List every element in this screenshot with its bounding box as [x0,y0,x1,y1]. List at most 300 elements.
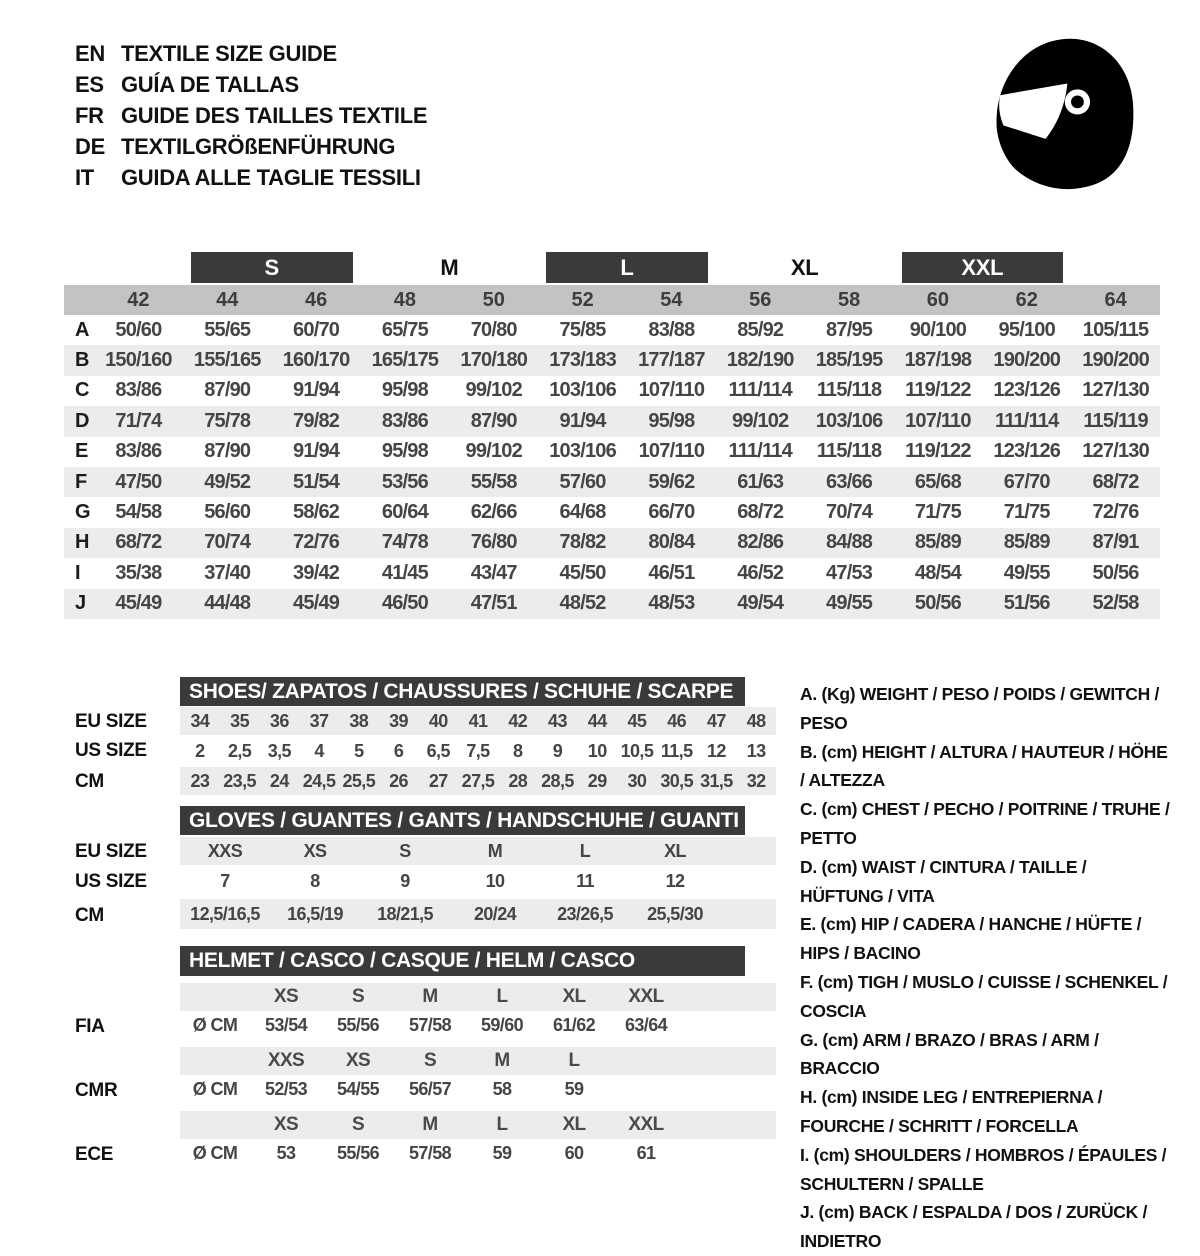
measurement-value: 190/200 [1082,349,1149,372]
shoes-eu-size-row [180,707,776,735]
shoes-cm-value: 32 [746,770,766,791]
size-column-header: 42 [127,288,150,311]
shoes-us-size-row [180,737,776,765]
helmet-ece-label: ECE [75,1144,114,1165]
measurement-value: 78/82 [559,531,606,554]
shoes-eu-value: 42 [508,710,528,731]
numeric-size-header-row [64,285,1160,315]
measurement-value: 115/118 [816,440,882,463]
measurement-value: 68/72 [115,531,162,554]
measurement-value: 87/95 [826,318,873,341]
helmet-size-header: L [568,1050,580,1071]
measurement-row-b [64,345,1160,375]
gloves-cm-label: CM [75,905,104,926]
shoes-us-value: 5 [354,740,364,761]
gloves-us-size-label: US SIZE [75,871,147,892]
measurement-value: 95/98 [381,379,428,402]
measurement-value: 95/100 [998,318,1055,341]
helmet-size-header: M [422,1114,438,1135]
measurement-value: 115/119 [1083,409,1148,432]
shoes-cm-value: 23 [190,770,210,791]
helmet-cmr-label: CMR [75,1080,118,1101]
language-code: FR [75,103,104,128]
measurement-value: 75/78 [204,409,251,432]
helmet-section-title: HELMET / CASCO / CASQUE / HELM / CASCO [189,949,635,972]
language-title-row [75,38,427,69]
measurement-value: 127/130 [1082,379,1149,402]
measurement-value: 127/130 [1082,440,1149,463]
shoes-cm-value: 28,5 [541,770,574,791]
measurement-value: 165/175 [371,349,439,372]
measurement-value: 52/58 [1092,592,1139,615]
helmet-value: 54/55 [336,1078,380,1099]
shoes-eu-value: 43 [548,710,567,731]
measurement-value: 72/76 [293,531,340,554]
gloves-us-size-row [180,867,776,895]
legend-entry: E. (cm) HIP / CADERA / HANCHE / HÜFTE / HIPS / BACINO [800,914,1142,964]
measurement-value: 111/114 [728,440,792,463]
measurement-value: 87/90 [204,440,251,463]
measurement-value: 83/86 [381,409,428,432]
measurement-value: 46/51 [648,561,695,584]
measurement-value: 49/54 [737,592,784,615]
measurement-value: 71/75 [914,501,961,524]
measurement-value: 70/80 [470,318,517,341]
shoes-cm-value: 24,5 [302,770,336,791]
language-code: IT [75,165,94,190]
measurement-value: 55/65 [204,318,251,341]
gloves-cm-value: 25,5/30 [647,903,703,924]
measurement-letter: F [75,470,88,493]
shoes-us-value: 9 [552,740,563,761]
legend-entry: A. (Kg) WEIGHT / PESO / POIDS / GEWITCH / PESO [800,684,1160,733]
measurement-value: 190/200 [993,349,1061,372]
measurement-value: 49/55 [826,592,873,615]
shoes-us-size-label: US SIZE [75,740,147,761]
measurement-row-d [64,406,1160,436]
helmet-size-header: L [496,1114,508,1135]
shoes-us-value: 2,5 [227,740,252,761]
shoes-us-value: 6,5 [426,740,450,761]
measurement-letter: A [75,318,90,341]
measurement-value: 107/110 [905,409,971,432]
gloves-cm-value: 12,5/16,5 [190,903,260,924]
measurement-value: 65/68 [914,470,961,493]
measurement-value: 103/106 [549,379,616,402]
guide-title: GUIDE DES TAILLES TEXTILE [121,103,428,128]
measurement-value: 71/75 [1003,501,1050,524]
shoes-eu-value: 38 [349,710,369,731]
helmet-value: 56/57 [408,1078,452,1099]
textile-size-table [64,252,1160,619]
measurement-value: 91/94 [293,379,340,402]
measurement-value: 55/58 [470,470,517,493]
measurement-value: 123/126 [993,440,1061,463]
measurement-value: 56/60 [204,501,251,524]
shoes-cm-value: 30 [627,770,647,791]
measurement-value: 87/90 [470,409,517,432]
legend-entry: D. (cm) WAIST / CINTURA / TAILLE / HÜFTUNG / VITA [800,856,1087,906]
helmet-value: 59 [564,1078,584,1099]
measurement-value: 107/110 [638,440,705,463]
measurement-value: 35/38 [115,561,162,584]
helmet-size-header: S [423,1050,437,1071]
measurement-value: 119/122 [905,379,971,402]
size-column-header: 44 [216,288,239,311]
measurement-value: 45/49 [115,592,162,615]
measurement-value: 48/52 [559,592,606,615]
measurement-value: 79/82 [293,409,340,432]
size-group-m: M [440,254,459,280]
measurement-value: 103/106 [815,409,883,432]
helmet-size-header: M [494,1050,510,1071]
helmet-value: 52/53 [264,1078,308,1099]
measurement-value: 45/50 [559,561,606,584]
measurement-value: 91/94 [293,440,340,463]
size-column-header: 48 [393,288,417,311]
helmet-value: 63/64 [624,1014,668,1035]
measurement-letter: G [75,501,91,524]
gloves-cm-row [180,899,776,929]
language-code: DE [75,134,105,159]
measurement-value: 46/50 [381,592,428,615]
measurement-row-c [64,376,1160,406]
shoes-section-header [180,677,745,706]
helmet-size-header: M [422,986,438,1007]
measurement-value: 99/102 [465,379,522,402]
helmet-fia-values-row [180,1011,776,1039]
shoes-us-value: 6 [393,740,404,761]
measurement-value: 82/86 [737,531,784,554]
measurement-value: 83/86 [115,379,162,402]
measurement-value: 66/70 [648,501,695,524]
shoes-us-value: 4 [314,740,324,761]
helmet-value: 57/58 [408,1014,452,1035]
measurement-value: 37/40 [204,561,251,584]
shoes-cm-value: 27 [428,770,448,791]
measurement-letter: J [75,592,87,615]
measurement-value: 49/55 [1003,561,1050,584]
measurement-value: 54/58 [115,501,162,524]
measurement-value: 177/187 [638,349,705,372]
measurement-legend [800,680,1172,1256]
helmet-cmr-values-row [180,1075,776,1103]
shoes-eu-value: 37 [309,710,329,731]
helmet-size-header: XS [345,1050,371,1071]
legend-entry: J. (cm) BACK / ESPALDA / DOS / ZURÜCK / INDIETRO [800,1202,1148,1252]
helmet-value: 55/56 [336,1142,380,1163]
helmet-size-header: XL [562,986,586,1007]
helmet-fia-sizes-row [180,983,776,1011]
language-title-row [75,162,427,193]
measurement-value: 60/70 [293,318,340,341]
measurement-value: 43/47 [470,561,517,584]
measurement-value: 111/114 [995,409,1059,432]
measurement-value: 51/54 [293,470,340,493]
language-title-row [75,131,427,162]
shoes-eu-size-label: EU SIZE [75,711,147,732]
gloves-us-value: 10 [485,870,505,891]
measurement-value: 95/98 [648,409,695,432]
measurement-value: 48/53 [648,592,695,615]
shoes-section-title: SHOES/ ZAPATOS / CHAUSSURES / SCHUHE / SCARPE [189,679,734,703]
helmet-value: 55/56 [336,1014,380,1035]
measurement-value: 160/170 [282,349,350,372]
measurement-value: 50/60 [115,318,162,341]
measurement-value: 62/66 [470,501,517,524]
guide-title: GUÍA DE TALLAS [121,72,299,97]
helmet-size-header: XS [273,1114,299,1135]
measurement-value: 57/60 [559,470,606,493]
helmet-value: 58 [492,1078,512,1099]
measurement-value: 48/54 [914,561,961,584]
gloves-us-value: 12 [665,870,685,891]
measurement-row-a [64,315,1160,345]
size-group-s: S [191,252,353,283]
measurement-value: 68/72 [1092,470,1139,493]
shoes-cm-value: 24 [269,770,289,791]
gloves-us-value: 9 [400,870,410,891]
legend-entry: I. (cm) SHOULDERS / HOMBROS / ÉPAULES / SCHULTERN / SPALLE [800,1144,1167,1194]
shoes-cm-label: CM [75,771,104,792]
shoes-us-value: 7,5 [466,740,490,761]
measurement-value: 87/90 [204,379,251,402]
measurement-value: 185/195 [815,349,883,372]
size-column-header: 64 [1104,288,1127,311]
helmet-ece-sizes-row [180,1111,776,1139]
helmet-diameter-label: Ø CM [192,1014,238,1035]
language-code: EN [75,41,105,66]
guide-title: GUIDA ALLE TAGLIE TESSILI [121,165,421,190]
helmet-diameter-label: Ø CM [192,1078,238,1099]
shoes-cm-value: 29 [587,770,607,791]
measurement-value: 76/80 [470,531,517,554]
measurement-letter: D [75,409,90,432]
gloves-cm-value: 23/26,5 [557,903,613,924]
measurement-value: 99/102 [465,440,522,463]
measurement-row-e [64,437,1160,467]
shoes-us-value: 3,5 [267,740,291,761]
language-title-row [75,100,427,131]
measurement-value: 51/56 [1003,592,1050,615]
measurement-value: 155/165 [193,349,261,372]
measurement-value: 99/102 [732,409,789,432]
shoes-us-value: 11,5 [660,740,693,761]
helmet-section-header [180,946,745,976]
measurement-value: 119/122 [905,440,971,463]
measurement-row-g [64,497,1160,527]
helmet-value: 53 [276,1142,296,1163]
measurement-value: 111/114 [728,379,792,402]
gloves-cm-value: 20/24 [473,903,517,924]
measurement-value: 68/72 [737,501,784,524]
shoes-eu-value: 35 [230,710,249,731]
shoes-eu-value: 40 [428,710,448,731]
shoes-eu-value: 48 [746,710,766,731]
legend-entry: G. (cm) ARM / BRAZO / BRAS / ARM / BRACCIO [800,1029,1099,1079]
helmet-fia-label: FIA [75,1016,105,1037]
measurement-value: 49/52 [204,470,251,493]
shoes-us-value: 8 [513,740,523,761]
measurement-value: 67/70 [1003,470,1050,493]
racing-helmet-graphic [975,28,1153,196]
language-title-list [75,38,427,193]
shoes-eu-value: 44 [587,710,607,731]
size-group-xxl: XXL [902,252,1064,283]
helmet-ece-values-row [180,1139,776,1167]
measurement-value: 84/88 [826,531,873,554]
measurement-value: 47/50 [115,470,162,493]
measurement-value: 105/115 [1082,318,1149,341]
shoes-cm-value: 23,5 [223,770,256,791]
shoes-cm-value: 28 [508,770,528,791]
helmet-value: 57/58 [408,1142,452,1163]
language-title-row [75,69,427,100]
helmet-value: 61 [636,1142,656,1163]
helmet-size-header: XS [273,986,299,1007]
measurement-value: 85/89 [914,531,961,554]
gloves-eu-value: XL [664,840,686,861]
measurement-letter: C [75,379,90,402]
size-column-header: 56 [749,288,772,311]
shoes-us-value: 2 [195,740,205,761]
measurement-value: 71/74 [115,409,162,432]
measurement-value: 187/198 [904,349,972,372]
gloves-us-value: 8 [310,870,320,891]
gloves-eu-value: M [487,840,503,861]
measurement-value: 39/42 [293,561,340,584]
helmet-size-header: L [496,986,508,1007]
helmet-cmr-sizes-row [180,1047,776,1075]
measurement-row-i [64,558,1160,588]
shoes-eu-value: 36 [269,710,289,731]
guide-title: TEXTILGRÖßENFÜHRUNG [121,134,396,159]
shoes-cm-value: 27,5 [461,770,495,791]
shoes-us-value: 13 [746,740,766,761]
shoes-eu-value: 45 [627,710,647,731]
measurement-value: 150/160 [105,349,172,372]
measurement-value: 45/49 [293,592,340,615]
measurement-value: 53/56 [381,470,428,493]
legend-entry: H. (cm) INSIDE LEG / ENTREPIERNA / FOURCHE / SCHRITT / FORCELLA [800,1087,1103,1136]
shoes-eu-value: 47 [706,710,726,731]
measurement-value: 47/51 [470,592,517,615]
helmet-value: 59 [492,1142,512,1163]
measurement-value: 170/180 [460,349,528,372]
measurement-value: 90/100 [909,318,967,341]
racing-helmet-icon [975,28,1153,196]
measurement-row-f [64,467,1160,497]
gloves-us-value: 11 [576,870,594,891]
helmet-size-header: XXS [267,1050,305,1071]
measurement-value: 107/110 [638,379,705,402]
measurement-value: 59/62 [648,470,695,493]
helmet-size-header: S [351,986,365,1007]
measurement-value: 58/62 [293,501,340,524]
measurement-value: 50/56 [1092,561,1139,584]
measurement-value: 115/118 [816,379,882,402]
language-code: ES [75,72,104,97]
shoes-cm-value: 25,5 [342,770,376,791]
gloves-section-header [180,806,745,835]
size-column-header: 58 [837,288,861,311]
measurement-value: 74/78 [381,531,428,554]
gloves-eu-size-label: EU SIZE [75,841,147,862]
shoes-us-value: 12 [706,740,726,761]
measurement-value: 83/88 [648,318,695,341]
size-column-header: 54 [660,288,683,311]
gloves-eu-size-row [180,837,776,865]
size-table-body [64,315,1160,619]
measurement-value: 87/91 [1092,531,1139,554]
shoes-eu-value: 46 [667,710,687,731]
measurement-value: 103/106 [549,440,616,463]
measurement-value: 46/52 [737,561,784,584]
measurement-value: 123/126 [993,379,1061,402]
size-group-l: L [546,252,708,283]
shoes-eu-value: 39 [389,710,408,731]
gloves-cm-value: 16,5/19 [287,903,343,924]
measurement-value: 65/75 [381,318,428,341]
helmet-value: 53/54 [264,1014,308,1035]
shoes-cm-value: 26 [389,770,408,791]
size-group-header-row [64,252,1160,283]
measurement-value: 61/63 [737,470,784,493]
measurement-letter: I [75,561,81,584]
shoes-cm-row [180,767,776,795]
measurement-value: 80/84 [648,531,695,554]
measurement-row-j [64,589,1160,619]
measurement-value: 85/89 [1003,531,1050,554]
measurement-value: 95/98 [381,440,428,463]
measurement-value: 83/86 [115,440,162,463]
gloves-eu-value: L [579,840,591,861]
size-column-header: 60 [926,288,950,311]
gloves-eu-value: XS [303,840,327,861]
gloves-eu-value: XXS [207,840,243,861]
measurement-value: 70/74 [826,501,873,524]
gloves-us-value: 7 [220,870,230,891]
measurement-value: 63/66 [826,470,873,493]
legend-entry: F. (cm) TIGH / MUSLO / CUISSE / SCHENKEL / COSCIA [800,971,1168,1021]
legend-entry: B. (cm) HEIGHT / ALTURA / HAUTEUR / HÖHE / ALTEZZA [800,741,1168,791]
legend-entry: C. (cm) CHEST / PECHO / POITRINE / TRUHE / PETTO [800,799,1170,848]
helmet-value: 59/60 [480,1014,524,1035]
shoes-us-value: 10 [587,740,607,761]
helmet-value: 60 [564,1142,584,1163]
helmet-value: 61/62 [552,1014,596,1035]
helmet-diameter-label: Ø CM [192,1142,238,1163]
gloves-section-title: GLOVES / GUANTES / GANTS / HANDSCHUHE / GUANTI [189,808,739,832]
shoes-us-value: 10,5 [620,740,654,761]
measurement-value: 41/45 [381,561,428,584]
measurement-value: 50/56 [914,592,961,615]
gloves-cm-value: 18/21,5 [377,903,433,924]
measurement-value: 47/53 [826,561,873,584]
helmet-size-header: XXL [628,1114,664,1135]
measurement-letter: H [75,531,90,554]
size-group-xl: XL [790,254,819,280]
helmet-size-header: S [351,1114,365,1135]
measurement-value: 85/92 [737,318,784,341]
helmet-size-header: XXL [628,986,664,1007]
gloves-eu-value: S [399,840,411,861]
size-column-header: 62 [1015,288,1038,311]
measurement-value: 91/94 [559,409,606,432]
measurement-value: 60/64 [381,501,428,524]
measurement-value: 70/74 [204,531,251,554]
shoes-eu-value: 41 [468,710,488,731]
